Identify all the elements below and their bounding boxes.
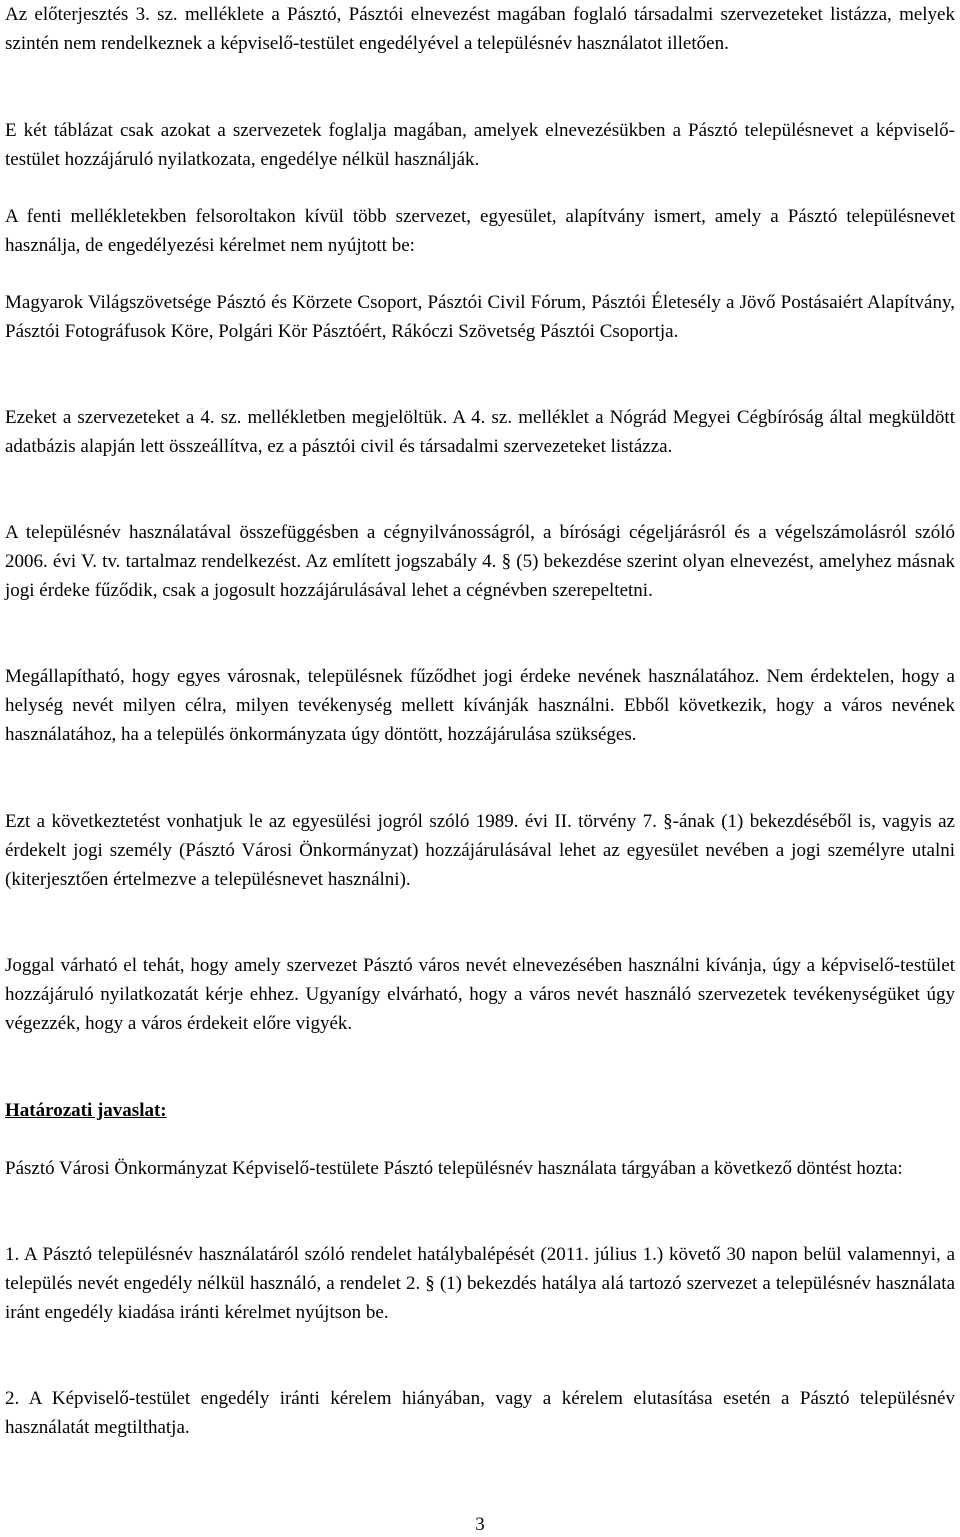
resolution-point-1: 1. A Pásztó településnév használatáról szóló rendelet hatálybalépését (2011. július 1.) követő 30 napon belül valamennyi, a település nevét engedély nélkül használó, a rendelet 2. § (1) bekezdés hatálya alá tartozó szervezet a településnév használata iránt engedély kiadása iránti kérelmet nyújtson be. <box>5 1244 955 1323</box>
paragraph-annex-3: Az előterjesztés 3. sz. melléklete a Pásztó, Pásztói elnevezést magában foglaló társadalmi szervezeteket listázza, melyek szintén nem rendelkeznek a képviselő-testület engedélyével a településnév használatot illetően. <box>5 4 955 54</box>
paragraph-annex-4: Ezeket a szervezeteket a 4. sz. mellékletben megjelöltük. A 4. sz. melléklet a Nógrád Megyei Cégbíróság által megküldött adatbázis alapján lett összeállítva, ez a pásztói civil és társadalmi szervezeteket listázza. <box>5 407 955 457</box>
paragraph-two-tables: E két táblázat csak azokat a szervezetek foglalja magában, amelyek elnevezésükben a Pásztó településnevet a képviselő-testület hozzájáruló nyilatkozata, engedélye nélkül használják. <box>5 120 955 170</box>
paragraph-association-law: Ezt a következtetést vonhatjuk le az egyesülési jogról szóló 1989. évi II. törvény 7. §-ának (1) bekezdéséből is, vagyis az érdekelt jogi személy (Pásztó Városi Önkormányzat) hozzájárulásával lehet az egyesület nevében a jogi személyre utalni (kiterjesztően értelmezve a településnevet használni). <box>5 811 955 890</box>
paragraph-legal-interest: Megállapítható, hogy egyes városnak, településnek fűződhet jogi érdeke nevének használatához. Nem érdektelen, hogy a helység nevét milyen célra, milyen tevékenység mellett kívánják használni. Ebből következik, hogy a város nevének használatához, ha a település önkormányzata úgy döntött, hozzájárulása szükséges. <box>5 666 955 745</box>
paragraph-expectation: Joggal várható el tehát, hogy amely szervezet Pásztó város nevét elnevezésében használni kívánja, úgy a képviselő-testület hozzájáruló nyilatkozatát kérje ehhez. Ugyanígy elvárható, hogy a város nevét használó szervezetek tevékenységüket úgy végezzék, hogy a város érdekeit előre vigyék. <box>5 955 955 1034</box>
paragraph-other-organizations: A fenti mellékletekben felsoroltakon kívül több szervezet, egyesület, alapítvány ismert, amely a Pásztó településnevet használja, de engedélyezési kérelmet nem nyújtott be: <box>5 206 955 256</box>
resolution-intro: Pásztó Városi Önkormányzat Képviselő-testülete Pásztó településnév használata tárgyában a következő döntést hozta: <box>5 1158 903 1179</box>
resolution-heading: Határozati javaslat: <box>5 1100 167 1121</box>
resolution-point-2: 2. A Képviselő-testület engedély iránti kérelem hiányában, vagy a kérelem elutasítása esetén a Pásztó településnév használatát megtilthatja. <box>5 1388 955 1438</box>
paragraph-company-law: A településnév használatával összefüggésben a cégnyilvánosságról, a bírósági cégeljárásról és a végelszámolásról szóló 2006. évi V. tv. tartalmaz rendelkezést. Az említett jogszabály 4. § (5) bekezdése szerint olyan elnevezést, amelyhez másnak jogi érdeke fűződik, csak a jogosult hozzájárulásával lehet a cégnévben szerepeltetni. <box>5 522 955 601</box>
page-number: 3 <box>475 1514 485 1535</box>
paragraph-organization-list: Magyarok Világszövetsége Pásztó és Körzete Csoport, Pásztói Civil Fórum, Pásztói Életesély a Jövő Postásaiért Alapítvány, Pásztói Fotográfusok Köre, Polgári Kör Pásztóért, Rákóczi Szövetség Pásztói Csoportja. <box>5 292 955 342</box>
